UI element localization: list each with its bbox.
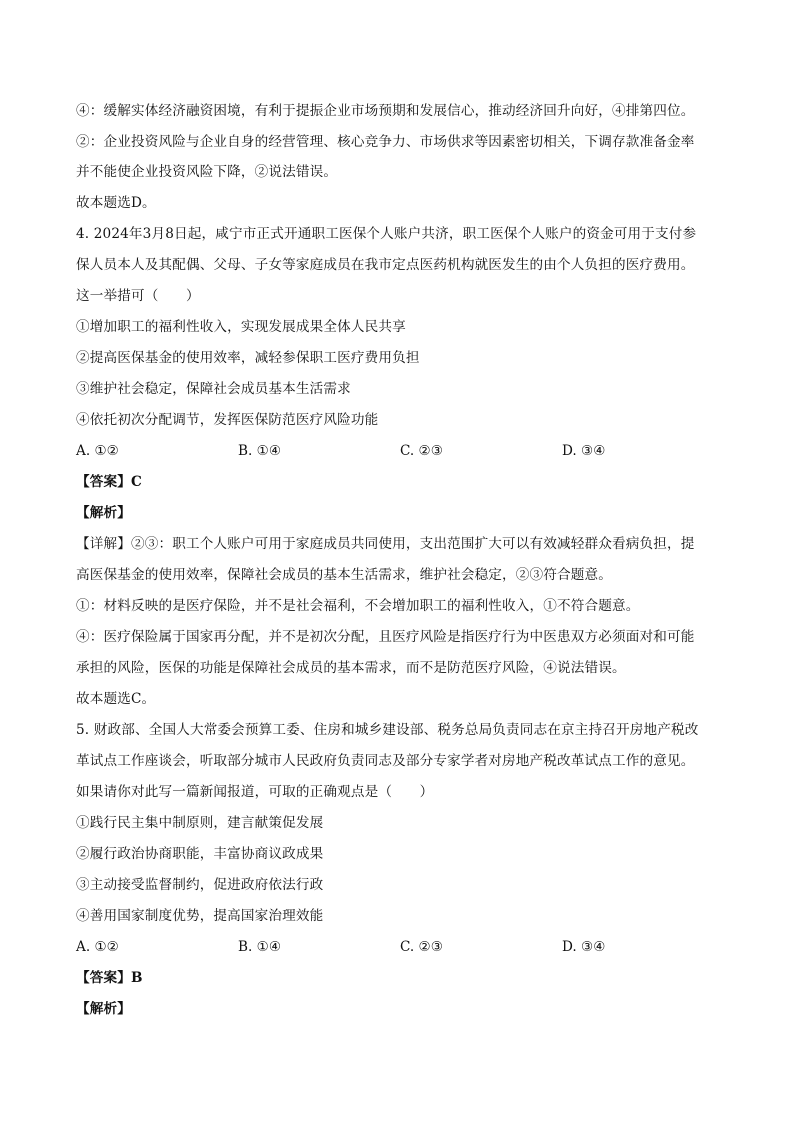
question-4-stem: 这一举措可（ ） — [76, 288, 200, 304]
question-5-option-c: C. ②③ — [400, 939, 443, 955]
question-4-stem: 保人员本人及其配偶、父母、子女等家庭成员在我市定点医药机构就医发生的由个人负担的医疗费用。 — [76, 257, 695, 273]
question-5-stem: 5. 财政部、全国人大常委会预算工委、住房和城乡建设部、税务总局负责同志在京主持召开房地产税改 — [76, 722, 699, 738]
question-4-option-c: C. ②③ — [400, 443, 443, 459]
answer-label: 【答案】B — [76, 970, 143, 986]
conclusion-line: 故本题选D。 — [76, 195, 156, 211]
question-4-stem: 4. 2024年3月8日起，咸宁市正式开通职工医保个人账户共济，职工医保个人账户的资金可用于支付参 — [76, 226, 697, 242]
question-5-stem: 如果请你对此写一篇新闻报道，可取的正确观点是（ ） — [76, 784, 434, 800]
analysis-line: 并不能使企业投资风险下降，②说法错误。 — [76, 164, 338, 180]
analysis-line: ①：材料反映的是医疗保险，并不是社会福利，不会增加职工的福利性收入，①不符合题意。 — [76, 598, 640, 614]
conclusion-line: 故本题选C。 — [76, 691, 156, 707]
question-4-item: ③维护社会稳定，保障社会成员基本生活需求 — [76, 381, 351, 397]
analysis-line: 【详解】②③：职工个人账户可用于家庭成员共同使用，支出范围扩大可以有效减轻群众看病负担，提 — [76, 536, 695, 552]
question-5-stem: 革试点工作座谈会，听取部分城市人民政府负责同志及部分专家学者对房地产税改革试点工作的意见。 — [76, 753, 695, 769]
question-4-item: ④依托初次分配调节，发挥医保防范医疗风险功能 — [76, 412, 379, 428]
analysis-line: ④：医疗保险属于国家再分配，并不是初次分配，且医疗风险是指医疗行为中医患双方必须面对和可能 — [76, 629, 695, 645]
question-5-item: ③主动接受监督制约，促进政府依法行政 — [76, 877, 324, 893]
question-4-option-a: A. ①② — [76, 443, 119, 459]
question-4-option-d: D. ③④ — [562, 443, 606, 459]
question-4-item: ②提高医保基金的使用效率，减轻参保职工医疗费用负担 — [76, 350, 420, 366]
analysis-heading: 【解析】 — [76, 505, 131, 521]
question-5-item: ④善用国家制度优势，提高国家治理效能 — [76, 908, 324, 924]
analysis-line: ②：企业投资风险与企业自身的经营管理、核心竞争力、市场供求等因素密切相关，下调存款准备金率 — [76, 134, 695, 150]
analysis-heading: 【解析】 — [76, 1001, 131, 1017]
answer-label: 【答案】C — [76, 474, 142, 490]
question-4-item: ①增加职工的福利性收入，实现发展成果全体人民共享 — [76, 319, 406, 335]
question-5-item: ②履行政治协商职能，丰富协商议政成果 — [76, 846, 324, 862]
question-4-option-b: B. ①④ — [238, 443, 282, 459]
question-5-option-a: A. ①② — [76, 939, 119, 955]
analysis-line: ④：缓解实体经济融资困境，有利于提振企业市场预期和发展信心，推动经济回升向好，④排第四位。 — [76, 103, 695, 119]
question-5-option-d: D. ③④ — [562, 939, 606, 955]
analysis-line: 高医保基金的使用效率，保障社会成员的基本生活需求，维护社会稳定，②③符合题意。 — [76, 567, 613, 583]
analysis-line: 承担的风险，医保的功能是保障社会成员的基本需求，而不是防范医疗风险，④说法错误。 — [76, 660, 626, 676]
question-5-item: ①践行民主集中制原则，建言献策促发展 — [76, 815, 324, 831]
question-5-option-b: B. ①④ — [238, 939, 282, 955]
